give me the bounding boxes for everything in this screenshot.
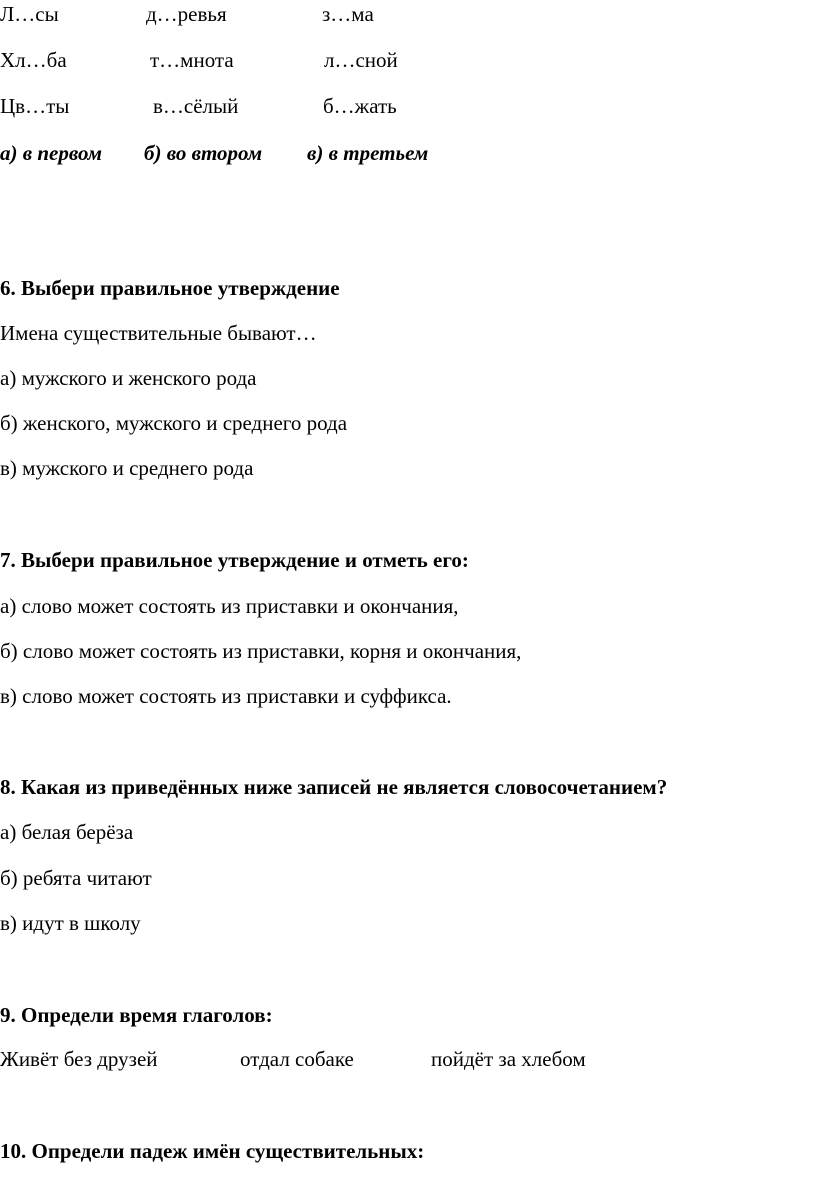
q10-title: 10. Определи падеж имён существительных: <box>0 1139 425 1163</box>
answer-option[interactable]: б) женского, мужского и среднего рода <box>0 411 348 435</box>
word-cell: з…ма <box>322 2 374 26</box>
answer-option[interactable]: в) в третьем <box>307 141 429 165</box>
answer-option[interactable]: в) мужского и среднего рода <box>0 456 254 480</box>
verb-phrase: отдал собаке <box>240 1047 354 1071</box>
word-cell: Цв…ты <box>0 94 70 118</box>
word-row-2 <box>0 48 816 72</box>
q6-stem: Имена существительные бывают… <box>0 321 317 345</box>
word-cell: Хл…ба <box>0 48 67 72</box>
q8-title: 8. Какая из приведённых ниже записей не является словосочетанием? <box>0 775 668 799</box>
word-cell: д…ревья <box>146 2 227 26</box>
word-cell: л…сной <box>324 48 398 72</box>
word-cell: т…мнота <box>150 48 234 72</box>
answer-option[interactable]: б) во втором <box>144 141 263 165</box>
word-cell: б…жать <box>323 94 397 118</box>
answer-option[interactable]: а) слово может состоять из приставки и окончания, <box>0 594 459 618</box>
q9-items <box>0 1047 816 1071</box>
word-cell: в…сёлый <box>153 94 239 118</box>
answer-option[interactable]: а) в первом <box>0 141 103 165</box>
answer-option[interactable]: в) идут в школу <box>0 911 141 935</box>
verb-phrase: Живёт без друзей <box>0 1047 158 1071</box>
verb-phrase: пойдёт за хлебом <box>431 1047 586 1071</box>
q6-title: 6. Выбери правильное утверждение <box>0 276 340 300</box>
word-row-1 <box>0 2 816 26</box>
q5-options <box>0 141 816 165</box>
q7-title: 7. Выбери правильное утверждение и отметь его: <box>0 548 469 572</box>
word-row-3 <box>0 94 816 118</box>
answer-option[interactable]: а) белая берёза <box>0 820 134 844</box>
answer-option[interactable]: б) слово может состоять из приставки, корня и окончания, <box>0 639 522 663</box>
answer-option[interactable]: в) слово может состоять из приставки и суффикса. <box>0 684 452 708</box>
word-cell: Л…сы <box>0 2 59 26</box>
answer-option[interactable]: а) мужского и женского рода <box>0 366 257 390</box>
answer-option[interactable]: б) ребята читают <box>0 866 152 890</box>
q9-title: 9. Определи время глаголов: <box>0 1003 273 1027</box>
